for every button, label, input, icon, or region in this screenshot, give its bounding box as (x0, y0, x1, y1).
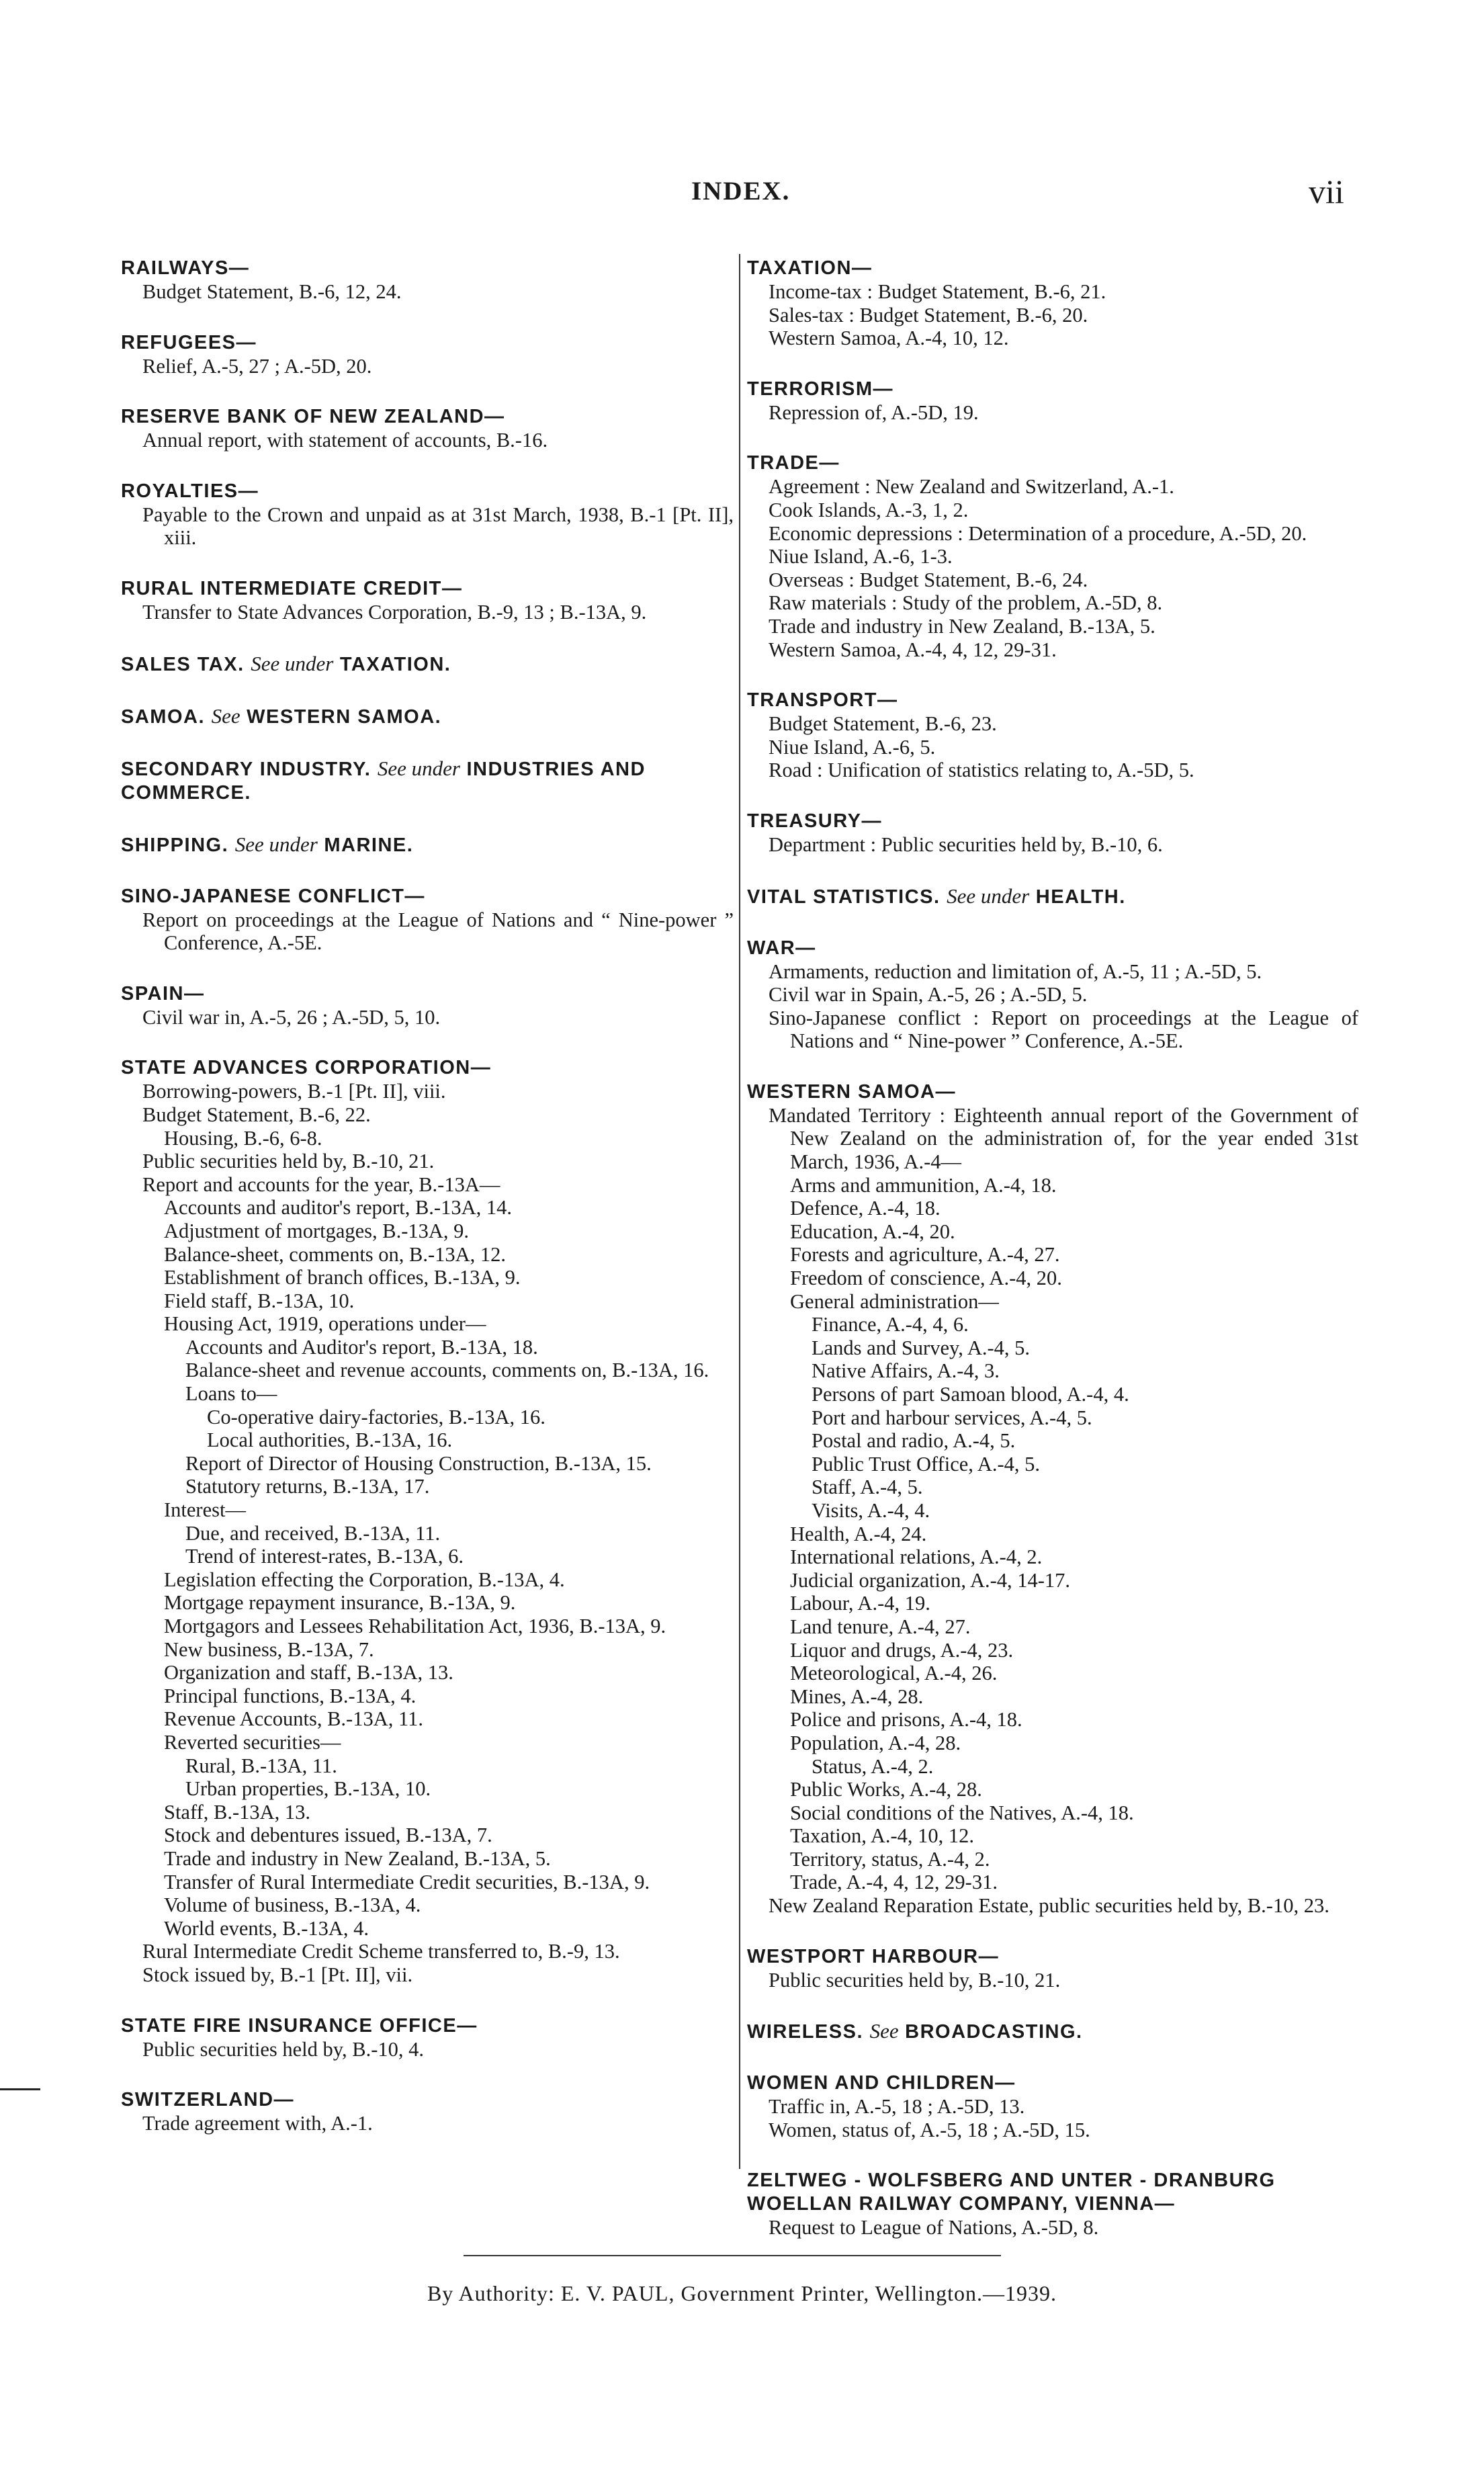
index-term (747, 378, 1358, 401)
index-subentry: Transfer to State Advances Corporation, B.-9, 13 ; B.-13A, 9. (142, 600, 647, 624)
index-subentry: Armaments, reduction and limitation of, A.-5, 11 ; A.-5D, 5. (769, 959, 1262, 983)
index-subentry: Judicial organization, A.-4, 14-17. (790, 1568, 1071, 1592)
term-label: TERRORISM— (747, 378, 893, 400)
index-entry (747, 2072, 1358, 2141)
see-reference-label: See under (234, 832, 318, 856)
index-subentry: Budget Statement, B.-6, 22. (142, 1103, 371, 1126)
term-label: WESTERN SAMOA— (747, 1080, 956, 1103)
index-entry (121, 833, 734, 857)
index-subentry: Interest— (164, 1498, 246, 1522)
term-label: SALES TAX. (121, 653, 245, 675)
term-label: WIRELESS. (747, 2021, 864, 2043)
index-subentry: Report and accounts for the year, B.-13A— (142, 1172, 500, 1196)
cross-reference: HEALTH. (1035, 886, 1126, 908)
index-entry (121, 704, 734, 729)
index-subentry: Revenue Accounts, B.-13A, 11. (164, 1707, 423, 1731)
index-subentry: Territory, status, A.-4, 2. (790, 1847, 990, 1871)
index-subentry: Freedom of conscience, A.-4, 20. (790, 1267, 1062, 1290)
index-subentry: New business, B.-13A, 7. (164, 1637, 374, 1661)
index-term (121, 577, 734, 601)
index-subentry: Meteorological, A.-4, 26. (790, 1662, 998, 1685)
index-subentry: Western Samoa, A.-4, 4, 12, 29-31. (769, 638, 1057, 661)
index-subentry: Defence, A.-4, 18. (790, 1197, 941, 1220)
term-label: SPAIN— (121, 982, 205, 1005)
index-subentry: Overseas : Budget Statement, B.-6, 24. (769, 568, 1088, 591)
index-entry (747, 1945, 1358, 1992)
index-subentry: Volume of business, B.-13A, 4. (164, 1893, 421, 1917)
index-subentry: Balance-sheet, comments on, B.-13A, 12. (164, 1242, 507, 1266)
index-subentry: Principal functions, B.-13A, 4. (164, 1684, 417, 1707)
index-term (121, 885, 734, 908)
index-subentry: Rural Intermediate Credit Scheme transferred to, B.-9, 13. (142, 1940, 620, 1963)
index-entry (121, 405, 734, 452)
index-subentry: Department : Public securities held by, B.-10, 6. (769, 833, 1163, 856)
index-term (121, 2088, 734, 2112)
index-subentry: Field staff, B.-13A, 10. (164, 1289, 355, 1312)
index-subentry: Trade, A.-4, 4, 12, 29-31. (790, 1871, 998, 1894)
index-subentry: Population, A.-4, 28. (790, 1731, 961, 1754)
index-subentry: International relations, A.-4, 2. (790, 1545, 1043, 1569)
index-subentry: Status, A.-4, 2. (812, 1754, 934, 1778)
cross-reference: WESTERN SAMOA. (247, 706, 442, 728)
index-subentry: Niue Island, A.-6, 1-3. (769, 545, 953, 568)
index-subentry: Repression of, A.-5D, 19. (769, 400, 979, 424)
index-subentry: Arms and ammunition, A.-4, 18. (790, 1173, 1057, 1197)
index-term (121, 480, 734, 503)
term-label: SINO-JAPANESE CONFLICT— (121, 885, 425, 907)
margin-mark (0, 2088, 40, 2090)
index-subentry: Rural, B.-13A, 11. (185, 1754, 337, 1777)
index-subentry: Public securities held by, B.-10, 21. (142, 1150, 435, 1173)
index-term (747, 810, 1358, 833)
index-subentry: Niue Island, A.-6, 5. (769, 735, 936, 759)
index-term (747, 257, 1358, 280)
term-label: WOMEN AND CHILDREN— (747, 2072, 1016, 2094)
index-subentry: Sales-tax : Budget Statement, B.-6, 20. (769, 303, 1088, 327)
index-entry (121, 331, 734, 378)
term-label: RESERVE BANK OF NEW ZEALAND— (121, 406, 505, 428)
index-subentry: Relief, A.-5, 27 ; A.-5D, 20. (142, 354, 372, 378)
index-entry (121, 982, 734, 1029)
index-subentry: Public Trust Office, A.-4, 5. (812, 1452, 1041, 1476)
index-entry (747, 2169, 1358, 2239)
printer-imprint: By Authority: E. V. PAUL, Government Printer, Wellington.—1939. (427, 2281, 1057, 2305)
index-subentry: Social conditions of the Natives, A.-4, 18. (790, 1801, 1134, 1824)
index-subentry: Visits, A.-4, 4. (812, 1498, 930, 1522)
index-term (747, 2019, 1358, 2044)
index-entry (747, 452, 1358, 661)
term-label: RURAL INTERMEDIATE CREDIT— (121, 577, 463, 599)
index-entry (747, 937, 1358, 1053)
index-subentry: Accounts and Auditor's report, B.-13A, 18. (185, 1335, 538, 1359)
index-subentry: Mines, A.-4, 28. (790, 1684, 924, 1708)
index-term (121, 331, 734, 355)
index-term (747, 1945, 1358, 1969)
index-subentry: Borrowing-powers, B.-1 [Pt. II], viii. (142, 1080, 446, 1103)
index-subentry: Public securities held by, B.-10, 4. (142, 2037, 425, 2061)
see-reference-label: See under (251, 651, 334, 675)
index-subentry: Organization and staff, B.-13A, 13. (164, 1661, 453, 1684)
index-subentry: Persons of part Samoan blood, A.-4, 4. (812, 1383, 1129, 1406)
index-entry (747, 1080, 1358, 1918)
index-subentry: Accounts and auditor's report, B.-13A, 14. (164, 1196, 512, 1220)
index-subentry: Stock issued by, B.-1 [Pt. II], vii. (142, 1963, 413, 1986)
column-divider (739, 254, 740, 2169)
term-label: ZELTWEG - WOLFSBERG AND UNTER - DRANBURG WOELLAN RAILWAY COMPANY, VIENNA— (747, 2170, 1276, 2215)
index-subentry: Economic depressions : Determination of a procedure, A.-5D, 20. (769, 521, 1307, 545)
index-subentry: Trade and industry in New Zealand, B.-13A, 5. (769, 614, 1155, 638)
index-subentry: Statutory returns, B.-13A, 17. (185, 1475, 430, 1498)
term-label: STATE ADVANCES CORPORATION— (121, 1057, 492, 1079)
index-subentry: Labour, A.-4, 19. (790, 1592, 930, 1615)
term-label: RAILWAYS— (121, 257, 250, 279)
index-term (747, 452, 1358, 475)
index-term (747, 2169, 1358, 2216)
index-subentry: Taxation, A.-4, 10, 12. (790, 1824, 975, 1848)
index-subentry: Lands and Survey, A.-4, 5. (812, 1336, 1031, 1359)
see-reference-label: See under (377, 756, 460, 780)
index-subentry: General administration— (790, 1289, 999, 1313)
term-label: TAXATION— (747, 257, 873, 279)
index-entry (747, 378, 1358, 425)
index-entry (747, 810, 1358, 857)
index-subentry: Civil war in Spain, A.-5, 26 ; A.-5D, 5. (769, 983, 1088, 1007)
index-entry (121, 757, 734, 805)
index-subentry: Stock and debentures issued, B.-13A, 7. (164, 1824, 492, 1847)
index-subentry: New Zealand Reparation Estate, public securities held by, B.-10, 23. (769, 1894, 1329, 1918)
cross-reference: INDUSTRIES AND COMMERCE. (121, 758, 646, 804)
term-label: SWITZERLAND— (121, 2089, 295, 2111)
index-subentry: Report of Director of Housing Construction, B.-13A, 15. (185, 1451, 652, 1475)
index-term (747, 689, 1358, 712)
index-entry (747, 884, 1358, 909)
index-subentry: Western Samoa, A.-4, 10, 12. (769, 327, 1009, 350)
index-term (747, 937, 1358, 960)
term-label: SHIPPING. (121, 834, 229, 856)
index-subentry: Balance-sheet and revenue accounts, comments on, B.-13A, 16. (185, 1359, 709, 1382)
term-label: SECONDARY INDUSTRY. (121, 758, 372, 780)
cross-reference: TAXATION. (339, 653, 451, 675)
index-subentry: World events, B.-13A, 4. (164, 1916, 369, 1940)
index-entry (747, 257, 1358, 350)
index-term (747, 2072, 1358, 2095)
index-subentry: Mandated Territory : Eighteenth annual report of the Government of New Zealand on the administration of, for the year ended 31st March, 1936, A.-4— (769, 1103, 1358, 1174)
index-subentry: Land tenure, A.-4, 27. (790, 1615, 971, 1638)
index-entry (121, 1056, 734, 1986)
index-subentry: Port and harbour services, A.-4, 5. (812, 1406, 1092, 1429)
index-subentry: Traffic in, A.-5, 18 ; A.-5D, 13. (769, 2095, 1025, 2119)
index-subentry: Reverted securities— (164, 1730, 341, 1754)
index-subentry: Postal and radio, A.-4, 5. (812, 1429, 1016, 1453)
index-term (121, 1056, 734, 1080)
index-subentry: Payable to the Crown and unpaid as at 31st March, 1938, B.-1 [Pt. II], xiii. (142, 503, 734, 550)
index-entry (121, 652, 734, 677)
term-label: REFUGEES— (121, 331, 257, 353)
index-subentry: Urban properties, B.-13A, 10. (185, 1777, 431, 1801)
index-subentry: Report on proceedings at the League of Nations and “ Nine-power ” Conference, A.-5E. (142, 908, 734, 955)
index-subentry: Annual report, with statement of accounts, B.-16. (142, 429, 548, 452)
index-entry (121, 480, 734, 550)
term-label: SAMOA. (121, 706, 205, 728)
index-subentry: Civil war in, A.-5, 26 ; A.-5D, 5, 10. (142, 1005, 441, 1029)
index-subentry: Staff, A.-4, 5. (812, 1476, 923, 1499)
index-subentry: Women, status of, A.-5, 18 ; A.-5D, 15. (769, 2118, 1090, 2141)
index-subentry: Mortgagors and Lessees Rehabilitation Act, 1936, B.-13A, 9. (164, 1615, 666, 1637)
index-subentry: Staff, B.-13A, 13. (164, 1800, 311, 1824)
term-label: STATE FIRE INSURANCE OFFICE— (121, 2014, 478, 2037)
index-subentry: Agreement : New Zealand and Switzerland, A.-1. (769, 475, 1174, 499)
index-subentry: Housing Act, 1919, operations under— (164, 1312, 486, 1336)
index-term (121, 257, 734, 280)
index-subentry: Health, A.-4, 24. (790, 1522, 927, 1545)
term-label: TRANSPORT— (747, 689, 898, 712)
index-subentry: Trade agreement with, A.-1. (142, 2112, 373, 2135)
term-label: TREASURY— (747, 810, 882, 832)
index-term (121, 982, 734, 1006)
index-subentry: Public securities held by, B.-10, 21. (769, 1968, 1061, 1992)
see-reference-label: See under (947, 884, 1030, 908)
term-label: VITAL STATISTICS. (747, 886, 941, 908)
see-reference-label: See (869, 2019, 899, 2043)
index-entry (747, 2019, 1358, 2044)
index-term (121, 833, 734, 857)
index-subentry: Forests and agriculture, A.-4, 27. (790, 1243, 1060, 1267)
index-subentry: Income-tax : Budget Statement, B.-6, 21. (769, 280, 1106, 303)
term-label: WESTPORT HARBOUR— (747, 1945, 1000, 1967)
index-subentry: Adjustment of mortgages, B.-13A, 9. (164, 1219, 470, 1242)
index-term (121, 757, 734, 805)
term-label: ROYALTIES— (121, 480, 259, 502)
index-column-right (747, 257, 1358, 2267)
page-header (0, 173, 1484, 223)
index-entry (747, 689, 1358, 782)
index-subentry: Budget Statement, B.-6, 12, 24. (142, 280, 402, 303)
index-subentry: Co-operative dairy-factories, B.-13A, 16. (207, 1405, 545, 1428)
cross-reference: MARINE. (324, 834, 414, 856)
index-subentry: Housing, B.-6, 6-8. (164, 1126, 322, 1150)
index-entry (121, 2014, 734, 2061)
index-subentry: Trade and industry in New Zealand, B.-13A, 5. (164, 1846, 551, 1870)
index-subentry: Cook Islands, A.-3, 1, 2. (769, 498, 969, 521)
index-subentry: Native Affairs, A.-4, 3. (812, 1359, 1000, 1383)
index-subentry: Public Works, A.-4, 28. (790, 1778, 982, 1801)
index-subentry: Legislation effecting the Corporation, B.-13A, 4. (164, 1568, 565, 1591)
index-entry (121, 257, 734, 304)
index-subentry: Local authorities, B.-13A, 16. (207, 1428, 453, 1452)
index-subentry: Liquor and drugs, A.-4, 23. (790, 1638, 1014, 1662)
index-subentry: Mortgage repayment insurance, B.-13A, 9. (164, 1591, 516, 1615)
page-number: vii (1309, 173, 1344, 210)
term-label: WAR— (747, 937, 816, 959)
index-subentry: Finance, A.-4, 4, 6. (812, 1313, 969, 1336)
cross-reference: BROADCASTING. (905, 2021, 1083, 2043)
index-subentry: Road : Unification of statistics relating to, A.-5D, 5. (769, 759, 1194, 782)
index-entry (121, 577, 734, 624)
index-subentry: Police and prisons, A.-4, 18. (790, 1708, 1022, 1732)
index-subentry: Establishment of branch offices, B.-13A, 9. (164, 1266, 521, 1289)
index-subentry: Transfer of Rural Intermediate Credit securities, B.-13A, 9. (164, 1870, 650, 1893)
index-subentry: Budget Statement, B.-6, 23. (769, 712, 997, 736)
index-subentry: Trend of interest-rates, B.-13A, 6. (185, 1545, 464, 1568)
index-term (121, 2014, 734, 2038)
index-subentry: Education, A.-4, 20. (790, 1220, 955, 1243)
index-column-left (121, 257, 734, 2163)
index-entry (121, 2088, 734, 2135)
index-term (747, 1080, 1358, 1104)
index-subentry: Due, and received, B.-13A, 11. (185, 1521, 441, 1545)
index-term (747, 884, 1358, 909)
index-subentry: Raw materials : Study of the problem, A.-5D, 8. (769, 591, 1163, 615)
term-label: TRADE— (747, 452, 840, 474)
index-subentry: Request to League of Nations, A.-5D, 8. (769, 2216, 1099, 2239)
index-term (121, 704, 734, 729)
see-reference-label: See (211, 703, 241, 728)
footer-rule (464, 2255, 1001, 2256)
index-term (121, 405, 734, 429)
page-title: INDEX. (691, 177, 791, 206)
index-term (121, 652, 734, 677)
index-subentry: Sino-Japanese conflict : Report on proceedings at the League of Nations and “ Nine-power ” Conference, A.-5E. (769, 1006, 1358, 1053)
index-subentry: Loans to— (185, 1382, 277, 1406)
index-entry (121, 885, 734, 955)
